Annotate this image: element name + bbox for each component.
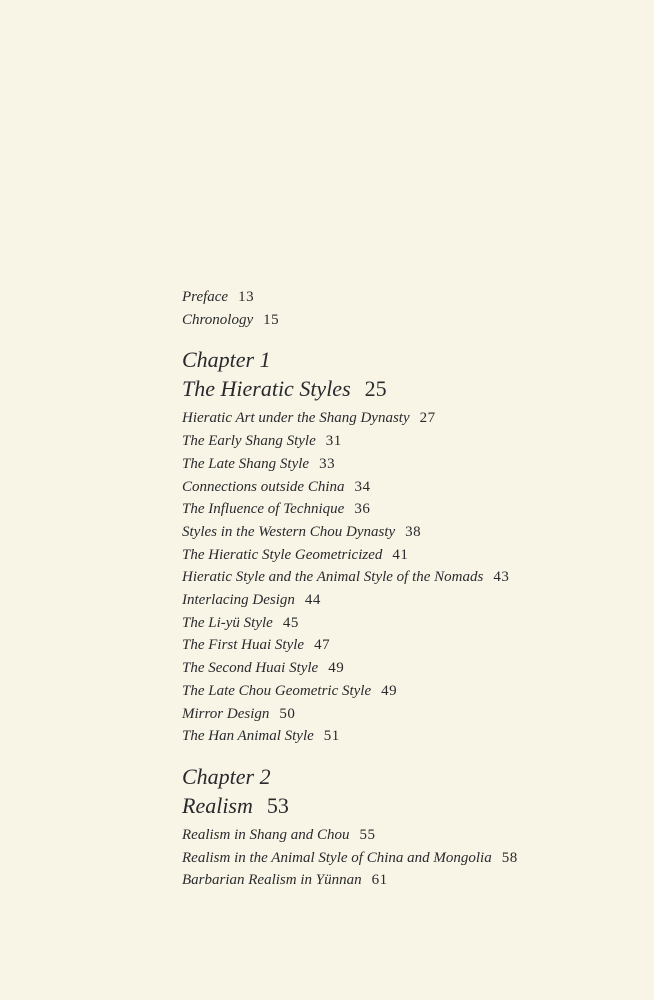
toc-entry-page: 33	[319, 455, 336, 472]
toc-entry-page: 61	[371, 872, 388, 889]
toc-entry-chronology	[182, 309, 622, 332]
toc-entry-page: 49	[381, 682, 398, 699]
toc-entry-page: 27	[419, 410, 436, 427]
toc-entry	[182, 589, 622, 612]
toc-entry	[182, 407, 622, 430]
toc-entry-title: The Li-yü Style	[182, 614, 273, 631]
toc-entry	[182, 634, 622, 657]
toc-entry	[182, 430, 622, 453]
toc-entry-page: 38	[405, 523, 422, 540]
toc-entry-title: The Early Shang Style	[182, 433, 316, 450]
toc-entry	[182, 847, 622, 870]
toc-entry	[182, 498, 622, 521]
toc-entry-title: Connections outside China	[182, 478, 345, 495]
chapter-title-text: The Hieratic Styles	[182, 376, 351, 402]
toc-entry-title: The Influence of Technique	[182, 501, 345, 518]
toc-entry-title: The Han Animal Style	[182, 728, 314, 745]
toc-entry-preface	[182, 286, 622, 309]
toc-entry-title: The Second Huai Style	[182, 660, 319, 677]
toc-entry	[182, 824, 622, 847]
toc-entry-page: 47	[314, 637, 331, 654]
toc-entry	[182, 453, 622, 476]
toc-entry-title: Styles in the Western Chou Dynasty	[182, 523, 396, 540]
toc-entry-page: 43	[493, 569, 510, 586]
toc-entry	[182, 680, 622, 703]
chapter-label: Chapter 2	[182, 763, 271, 789]
toc-entry	[182, 544, 622, 567]
toc-entry-page: 36	[354, 501, 371, 518]
toc-entry	[182, 725, 622, 748]
toc-entry-title: Mirror Design	[182, 705, 270, 722]
toc-entry-title: Barbarian Realism in Yünnan	[182, 872, 362, 889]
chapter-page: 25	[364, 376, 387, 402]
toc-entry-page: 41	[392, 546, 409, 563]
toc-entry-page: 34	[354, 478, 371, 495]
toc-entry-page: 58	[501, 849, 518, 866]
toc-entry-title: Realism in the Animal Style of China and Mongolia	[182, 849, 492, 866]
toc-entry-page: 51	[323, 728, 340, 745]
chapter-title-text: Realism	[182, 792, 253, 818]
toc-entry-title: Realism in Shang and Chou	[182, 826, 350, 843]
toc-entry-page: 31	[325, 433, 342, 450]
toc-entry-title: Interlacing Design	[182, 592, 295, 609]
toc-entry-page: 15	[263, 311, 280, 328]
toc-entry	[182, 612, 622, 635]
toc-entry-page: 49	[328, 660, 345, 677]
toc-entry-page: 13	[238, 289, 255, 305]
toc-entry-title: The Late Shang Style	[182, 455, 310, 472]
table-of-contents	[182, 286, 622, 892]
toc-entry-title: Preface	[182, 289, 229, 305]
toc-entry	[182, 703, 622, 726]
toc-entry-title: The First Huai Style	[182, 637, 305, 654]
toc-entry	[182, 566, 622, 589]
chapter-2	[182, 763, 622, 892]
toc-entry	[182, 521, 622, 544]
toc-entry-page: 55	[359, 826, 376, 843]
toc-entry-title: The Late Chou Geometric Style	[182, 682, 372, 699]
toc-entry-page: 45	[282, 614, 299, 631]
toc-entry	[182, 869, 622, 892]
chapter-page: 53	[266, 792, 289, 818]
chapter-1	[182, 346, 622, 748]
chapter-title	[182, 791, 622, 821]
chapter-title	[182, 374, 622, 404]
toc-entry	[182, 476, 622, 499]
toc-entry-title: The Hieratic Style Geometricized	[182, 546, 383, 563]
toc-entry-title: Hieratic Style and the Animal Style of the Nomads	[182, 569, 484, 586]
toc-entry	[182, 657, 622, 680]
toc-entry-page: 50	[279, 705, 296, 722]
toc-entry-title: Hieratic Art under the Shang Dynasty	[182, 410, 410, 427]
toc-entry-title: Chronology	[182, 311, 254, 328]
toc-entry-page: 44	[304, 592, 321, 609]
chapter-label: Chapter 1	[182, 347, 271, 373]
